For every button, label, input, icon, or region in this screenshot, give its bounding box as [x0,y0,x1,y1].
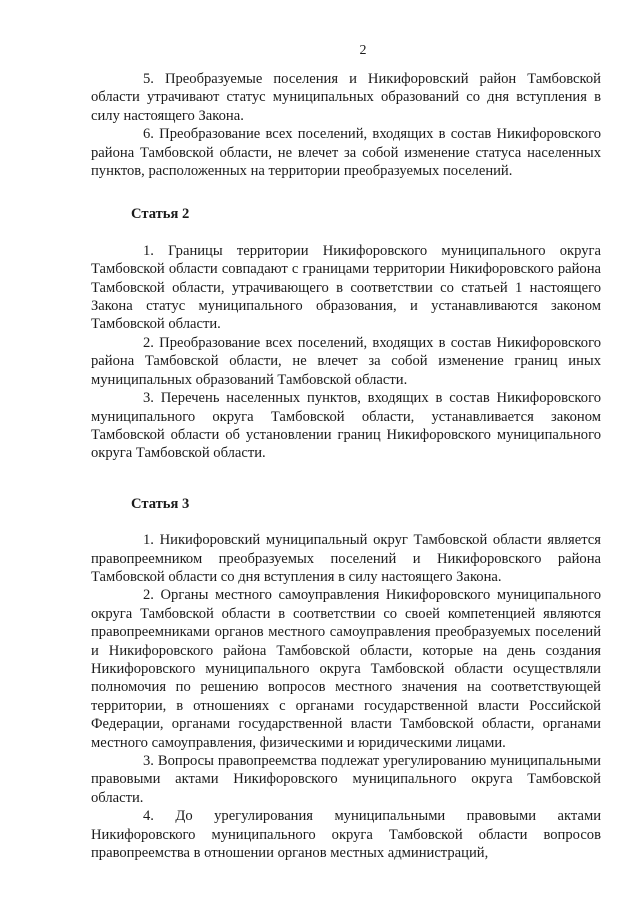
article-2-paragraph-1: 1. Границы территории Никифоровского муниципального округа Тамбовской области совпадают с границами территории Никифоровского района Тамбовской области, утрачивающего в соответствии со статьей 1 настоящего Закона статус муниципального образования, и устанавливаются законом Тамбовской области. [91,242,601,333]
article-3-title: Статья 3 [131,495,190,512]
page-number: 2 [359,43,367,58]
article-3-paragraph-1: 1. Никифоровский муниципальный округ Тамбовской области является правопреемником преобразуемых поселений и Никифоровского района Тамбовской области со дня вступления в силу настоящего Закона. [91,532,601,585]
document-body [91,70,601,862]
paragraph-1-5: 5. Преобразуемые поселения и Никифоровский район Тамбовской области утрачивают статус муниципальных образований со дня вступления в силу настоящего Закона. [91,71,601,124]
article-2-paragraph-2: 2. Преобразование всех поселений, входящих в состав Никифоровского района Тамбовской области, не влечет за собой изменение границ иных муниципальных образований Тамбовской области. [91,334,601,388]
article-3-paragraph-2: 2. Органы местного самоуправления Никифоровского муниципального округа Тамбовской области в соответствии со своей компетенцией являются правопреемниками органов местного самоуправления преобразуемых поселений и Никифоровского района Тамбовской области, которые на день создания Никифоровского муниципального округа Тамбовской области осуществляли полномочия по решению вопросов местного значения на соответствующей территории, в отношениях с органами государственной власти Российской Федерации, органами государственной власти Тамбовской области, органами местного самоуправления, физическими и юридическими лицами. [91,587,601,751]
paragraph-1-6: 6. Преобразование всех поселений, входящих в состав Никифоровского района Тамбовской области, не влечет за собой изменение статуса населенных пунктов, расположенных на территории преобразуемых поселений. [91,126,601,180]
article-3-paragraph-3: 3. Вопросы правопреемства подлежат урегулированию муниципальными правовыми актами Никифоровского муниципального округа Тамбовской области. [91,753,601,806]
article-2-title: Статья 2 [131,206,190,223]
article-3-paragraph-4: 4. До урегулирования муниципальными правовыми актами Никифоровского муниципального округа Тамбовской области вопросов правопреемства в отношении органов местных администраций, [91,808,601,862]
article-2-paragraph-3: 3. Перечень населенных пунктов, входящих в состав Никифоровского муниципального округа Тамбовской области, устанавливается законом Тамбовской области об установлении границ Никифоровского муниципального округа Тамбовской области. [91,390,601,462]
